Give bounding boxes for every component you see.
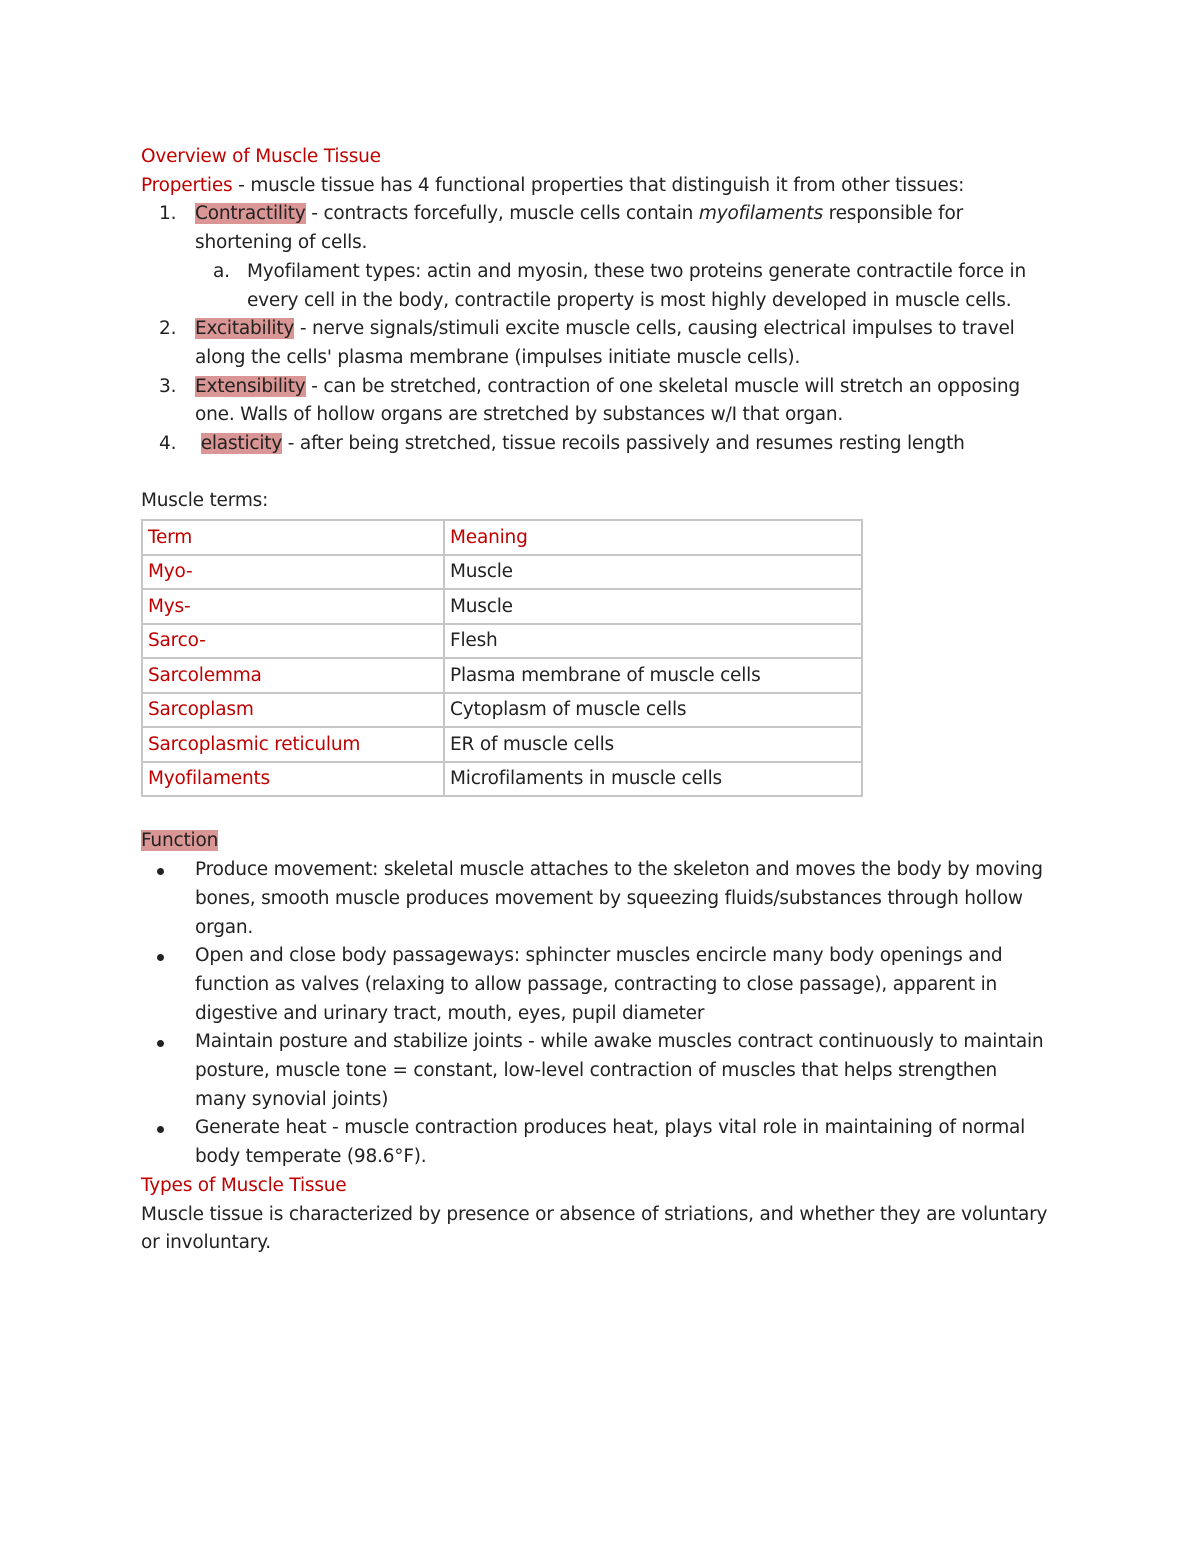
bullet-text: organ. — [195, 916, 254, 938]
table-header-row — [142, 520, 862, 555]
bullet-text: Maintain posture and stabilize joints - while awake muscles contract continuously to maintain — [195, 1031, 1044, 1053]
table-row — [142, 727, 862, 762]
property-item-4 — [141, 430, 1061, 459]
property-text: along the cells' plasma membrane (impulses initiate muscle cells). — [195, 346, 801, 368]
property-subitem-a — [141, 258, 1061, 315]
subitem-text: Myofilament types: actin and myosin, these two proteins generate contractile force in — [247, 260, 1026, 282]
bullet-text: many synovial joints) — [195, 1088, 389, 1110]
bullet-text: posture, muscle tone = constant, low-level contraction of muscles that helps strengthen — [195, 1060, 998, 1082]
document-page — [141, 143, 1061, 1258]
term-cell: Myofilaments — [142, 762, 444, 797]
table-row — [142, 589, 862, 624]
property-item-2 — [141, 315, 1061, 372]
types-heading: Types of Muscle Tissue — [141, 1174, 347, 1196]
function-bullet-3 — [141, 1028, 1061, 1114]
bullet-text: body temperate (98.6°F). — [195, 1146, 427, 1168]
function-bullet-1 — [141, 856, 1061, 942]
property-text: - nerve signals/stimuli excite muscle cells, causing electrical impulses to travel — [294, 318, 1015, 340]
meaning-cell: ER of muscle cells — [444, 727, 862, 762]
property-term-contractility: Contractility — [195, 203, 306, 225]
property-number: 1. — [159, 203, 177, 225]
property-number: 4. — [159, 433, 177, 455]
bullet-dot-icon — [157, 1040, 164, 1047]
table-row — [142, 762, 862, 797]
property-text: - can be stretched, contraction of one skeletal muscle will stretch an opposing — [305, 375, 1020, 397]
table-row — [142, 693, 862, 728]
meaning-cell: Microfilaments in muscle cells — [444, 762, 862, 797]
term-cell: Myo- — [142, 555, 444, 590]
property-text: one. Walls of hollow organs are stretched by substances w/I that organ. — [195, 404, 844, 426]
bullet-dot-icon — [157, 868, 164, 875]
meaning-cell: Cytoplasm of muscle cells — [444, 693, 862, 728]
bullet-text: Open and close body passageways: sphincter muscles encircle many body openings and — [195, 945, 1003, 967]
property-text: - after being stretched, tissue recoils passively and resumes resting length — [282, 433, 965, 455]
table-header-meaning: Meaning — [444, 520, 862, 555]
table-row — [142, 555, 862, 590]
property-text: shortening of cells. — [195, 232, 368, 254]
properties-intro — [141, 172, 1061, 201]
property-text: responsible for — [822, 203, 963, 225]
bullet-text: function as valves (relaxing to allow passage, contracting to close passage), apparent in — [195, 973, 998, 995]
term-cell: Mys- — [142, 589, 444, 624]
bullet-text: Generate heat - muscle contraction produces heat, plays vital role in maintaining of normal — [195, 1117, 1026, 1139]
function-heading: Function — [141, 830, 219, 852]
property-italic-term: myofilaments — [698, 203, 823, 225]
properties-intro-text: - muscle tissue has 4 functional properties that distinguish it from other tissues: — [232, 174, 965, 196]
property-number: 3. — [159, 375, 177, 397]
bullet-text: bones, smooth muscle produces movement by squeezing fluids/substances through hollow — [195, 887, 1023, 909]
types-text: Muscle tissue is characterized by presence or absence of striations, and whether they are voluntary — [141, 1203, 1048, 1225]
meaning-cell: Muscle — [444, 589, 862, 624]
table-header-term: Term — [142, 520, 444, 555]
meaning-cell: Plasma membrane of muscle cells — [444, 658, 862, 693]
property-item-3 — [141, 373, 1061, 430]
bullet-text: Produce movement: skeletal muscle attaches to the skeleton and moves the body by moving — [195, 859, 1043, 881]
function-bullet-2 — [141, 942, 1061, 1028]
property-item-1 — [141, 200, 1061, 257]
term-cell: Sarcoplasmic reticulum — [142, 727, 444, 762]
spacer — [141, 459, 1061, 487]
function-bullet-4 — [141, 1114, 1061, 1171]
property-number: 2. — [159, 318, 177, 340]
terms-label: Muscle terms: — [141, 489, 269, 511]
subitem-text: every cell in the body, contractile property is most highly developed in muscle cells. — [247, 289, 1012, 311]
property-term-elasticity: elasticity — [200, 433, 283, 455]
term-cell: Sarco- — [142, 624, 444, 659]
property-term-extensibility: Extensibility — [195, 375, 306, 397]
property-text: - contracts forcefully, muscle cells contain — [305, 203, 699, 225]
types-text: or involuntary. — [141, 1232, 271, 1254]
subitem-letter: a. — [213, 260, 230, 282]
meaning-cell: Muscle — [444, 555, 862, 590]
term-cell: Sarcoplasm — [142, 693, 444, 728]
page-title: Overview of Muscle Tissue — [141, 146, 381, 167]
bullet-dot-icon — [157, 954, 164, 961]
property-term-excitability: Excitability — [195, 318, 295, 340]
meaning-cell: Flesh — [444, 624, 862, 659]
muscle-terms-table — [141, 519, 863, 797]
bullet-text: digestive and urinary tract, mouth, eyes, pupil diameter — [195, 1002, 705, 1024]
bullet-dot-icon — [157, 1126, 164, 1133]
properties-label: Properties — [141, 174, 233, 196]
table-row — [142, 624, 862, 659]
table-row — [142, 658, 862, 693]
term-cell: Sarcolemma — [142, 658, 444, 693]
